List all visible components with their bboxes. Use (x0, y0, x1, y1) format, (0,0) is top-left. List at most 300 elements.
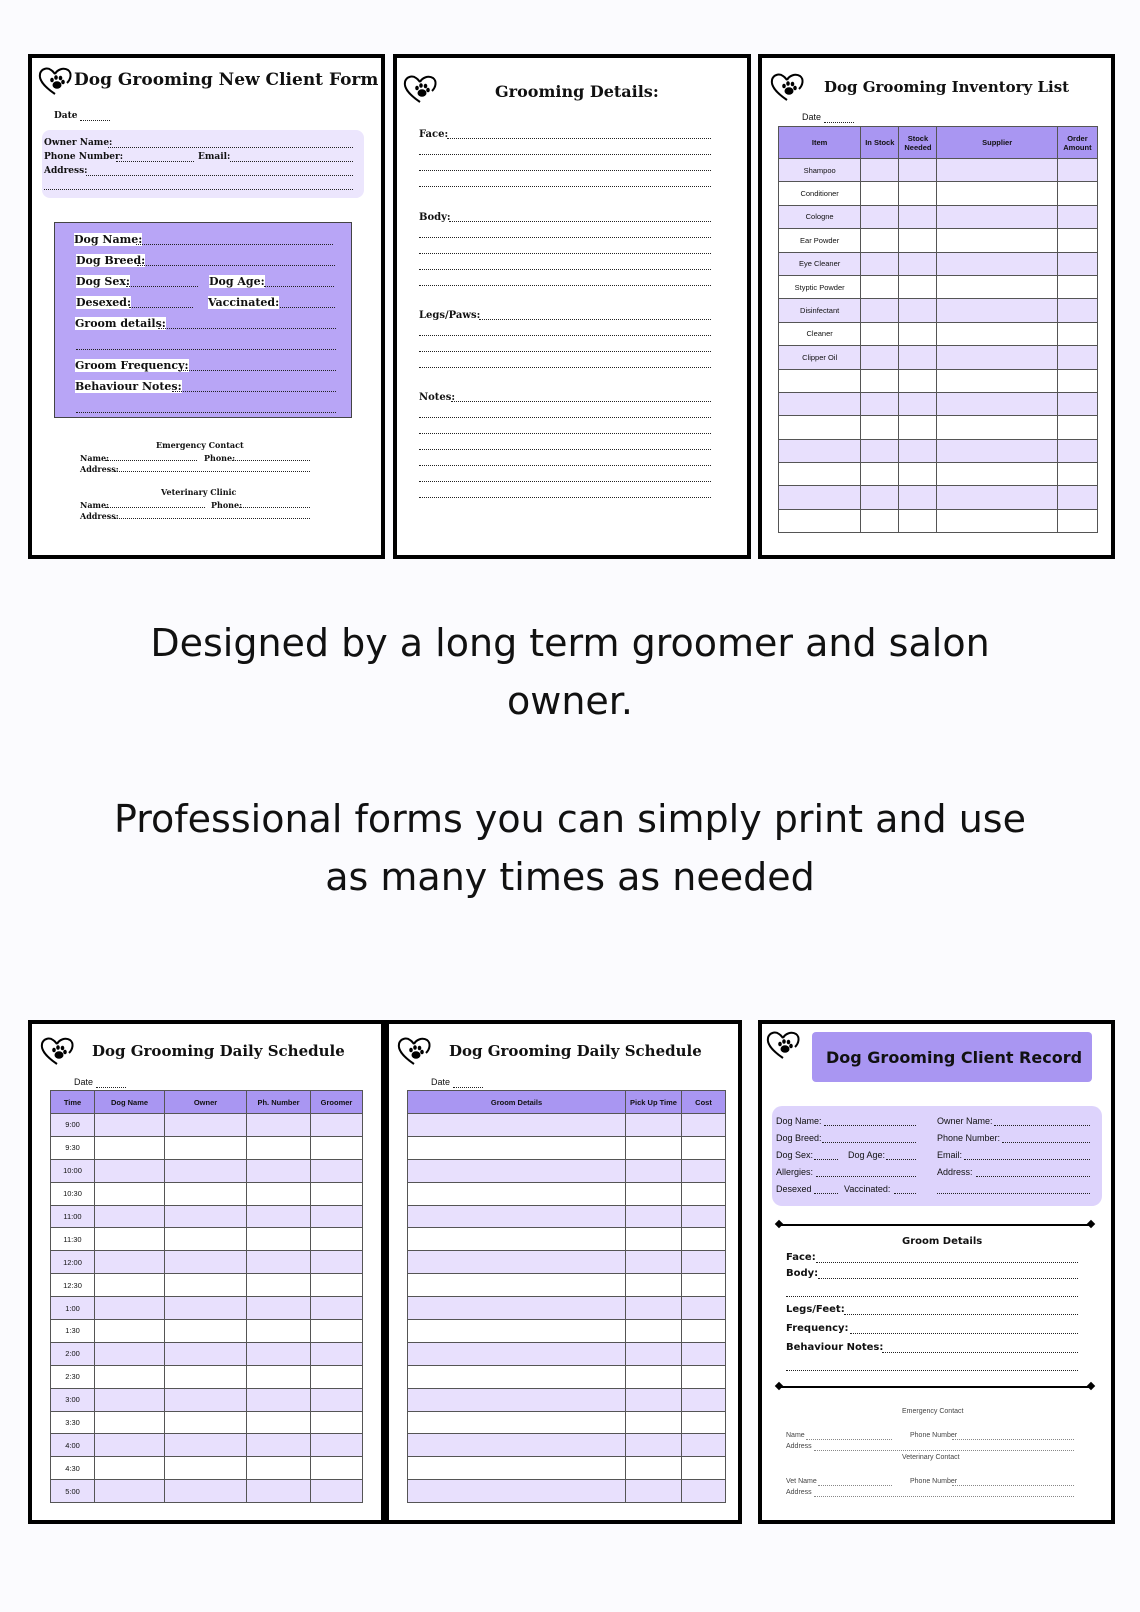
entry-cell[interactable] (937, 463, 1057, 486)
time-cell: 5:00 (51, 1480, 95, 1503)
table-row (408, 1114, 726, 1137)
page-title: Dog Grooming Inventory List (824, 78, 1070, 96)
entry-cell[interactable] (408, 1205, 626, 1228)
behaviour-notes-line-2 (786, 1370, 1078, 1371)
notes-label: Notes: (419, 392, 456, 403)
owner-name-label: Owner Name: (44, 138, 113, 148)
entry-cell[interactable] (165, 1411, 247, 1434)
table-row (779, 205, 1098, 228)
entry-cell[interactable] (311, 1342, 363, 1365)
time-cell: 9:30 (51, 1136, 95, 1159)
entry-cell[interactable] (408, 1159, 626, 1182)
entry-cell[interactable] (626, 1411, 682, 1434)
entry-cell[interactable] (861, 275, 899, 298)
entry-cell[interactable] (861, 439, 899, 462)
entry-cell[interactable] (626, 1297, 682, 1320)
entry-cell[interactable] (165, 1159, 247, 1182)
entry-cell[interactable] (247, 1114, 311, 1137)
date-label: Date (431, 1077, 451, 1087)
entry-cell[interactable] (682, 1228, 726, 1251)
entry-cell[interactable] (682, 1205, 726, 1228)
header-owner: Owner (165, 1091, 247, 1114)
table-row (408, 1342, 726, 1365)
entry-cell[interactable] (408, 1320, 626, 1343)
entry-cell[interactable] (861, 229, 899, 252)
tagline-line-4: as many times as needed (325, 855, 815, 899)
entry-cell[interactable] (626, 1114, 682, 1137)
header-ph-number: Ph. Number (247, 1091, 311, 1114)
entry-cell[interactable] (408, 1251, 626, 1274)
entry-cell[interactable] (937, 509, 1057, 532)
entry-cell[interactable] (861, 486, 899, 509)
tagline-line-2: owner. (506, 679, 633, 723)
entry-cell[interactable] (408, 1411, 626, 1434)
behaviour-notes-line (882, 1352, 1078, 1353)
page-title: Grooming Details: (495, 82, 659, 101)
entry-cell[interactable] (682, 1342, 726, 1365)
entry-cell[interactable] (1057, 229, 1097, 252)
groom-frequency-line (178, 370, 336, 371)
entry-cell[interactable] (626, 1182, 682, 1205)
groom-details-heading: Groom Details (902, 1236, 983, 1247)
entry-cell[interactable] (682, 1251, 726, 1274)
entry-cell[interactable] (165, 1365, 247, 1388)
entry-cell[interactable] (899, 182, 937, 205)
entry-cell[interactable] (95, 1320, 165, 1343)
table-row (51, 1320, 363, 1343)
entry-cell[interactable] (626, 1457, 682, 1480)
time-cell: 3:30 (51, 1411, 95, 1434)
entry-cell[interactable] (626, 1228, 682, 1251)
table-row (779, 392, 1098, 415)
entry-cell[interactable] (682, 1114, 726, 1137)
entry-cell[interactable] (937, 416, 1057, 439)
time-cell: 11:30 (51, 1228, 95, 1251)
entry-cell[interactable] (1057, 509, 1097, 532)
date-label: Date (802, 112, 822, 122)
emergency-phone-label: Phone: (204, 453, 236, 463)
entry-cell[interactable] (861, 463, 899, 486)
notes-line-4 (419, 449, 711, 450)
entry-cell[interactable] (899, 322, 937, 345)
item-cell (779, 509, 861, 532)
dog-breed-label: Dog Breed: (76, 254, 146, 267)
dog-sex-label: Dog Sex: (76, 275, 130, 288)
entry-cell[interactable] (408, 1342, 626, 1365)
entry-cell[interactable] (165, 1457, 247, 1480)
inventory-table (778, 126, 1098, 533)
entry-cell[interactable] (899, 463, 937, 486)
date-label: Date (74, 1077, 94, 1087)
entry-cell[interactable] (1057, 252, 1097, 275)
dog-breed-line (822, 1142, 916, 1143)
entry-cell[interactable] (247, 1365, 311, 1388)
heart-paw-icon (40, 1036, 74, 1066)
legs-paws-label: Legs/Paws: (419, 310, 481, 321)
entry-cell[interactable] (311, 1434, 363, 1457)
vet-contact-heading: Veterinary Contact (902, 1454, 960, 1461)
emergency-name-line (105, 460, 197, 461)
groom-details-label: Groom details: (75, 317, 166, 330)
entry-cell[interactable] (626, 1365, 682, 1388)
entry-cell[interactable] (682, 1411, 726, 1434)
entry-cell[interactable] (95, 1342, 165, 1365)
entry-cell[interactable] (165, 1182, 247, 1205)
entry-cell[interactable] (311, 1182, 363, 1205)
entry-cell[interactable] (1057, 486, 1097, 509)
entry-cell[interactable] (899, 252, 937, 275)
table-row (408, 1434, 726, 1457)
entry-cell[interactable] (1057, 205, 1097, 228)
entry-cell[interactable] (165, 1136, 247, 1159)
entry-cell[interactable] (408, 1228, 626, 1251)
entry-cell[interactable] (861, 252, 899, 275)
table-row (779, 439, 1098, 462)
entry-cell[interactable] (408, 1434, 626, 1457)
entry-cell[interactable] (247, 1159, 311, 1182)
face-line-3 (419, 170, 711, 171)
entry-cell[interactable] (165, 1297, 247, 1320)
page-title: Dog Grooming Daily Schedule (92, 1042, 345, 1060)
table-row (779, 416, 1098, 439)
body-line (449, 221, 711, 222)
entry-cell[interactable] (95, 1411, 165, 1434)
entry-cell[interactable] (626, 1274, 682, 1297)
entry-cell[interactable] (95, 1182, 165, 1205)
entry-cell[interactable] (626, 1205, 682, 1228)
entry-cell[interactable] (937, 275, 1057, 298)
header-cost: Cost (682, 1091, 726, 1114)
table-row (779, 322, 1098, 345)
entry-cell[interactable] (682, 1365, 726, 1388)
grooming-details-page (393, 54, 751, 559)
entry-cell[interactable] (682, 1434, 726, 1457)
behaviour-notes-label: Behaviour Notes: (786, 1342, 884, 1353)
entry-cell[interactable] (408, 1457, 626, 1480)
table-row (51, 1342, 363, 1365)
time-cell: 2:00 (51, 1342, 95, 1365)
entry-cell[interactable] (1057, 275, 1097, 298)
entry-cell[interactable] (247, 1182, 311, 1205)
item-cell: Disinfectant (779, 299, 861, 322)
entry-cell[interactable] (95, 1365, 165, 1388)
entry-cell[interactable] (1057, 182, 1097, 205)
entry-cell[interactable] (861, 369, 899, 392)
entry-cell[interactable] (937, 229, 1057, 252)
entry-cell[interactable] (247, 1136, 311, 1159)
client-record-page (758, 1020, 1115, 1524)
entry-cell[interactable] (311, 1320, 363, 1343)
table-row (51, 1480, 363, 1503)
entry-cell[interactable] (682, 1159, 726, 1182)
entry-cell[interactable] (937, 322, 1057, 345)
time-cell: 12:30 (51, 1274, 95, 1297)
entry-cell[interactable] (311, 1251, 363, 1274)
table-row (779, 229, 1098, 252)
item-cell (779, 392, 861, 415)
entry-cell[interactable] (626, 1342, 682, 1365)
entry-cell[interactable] (861, 159, 899, 182)
entry-cell[interactable] (311, 1457, 363, 1480)
legs-line-4 (419, 367, 711, 368)
entry-cell[interactable] (165, 1228, 247, 1251)
entry-cell[interactable] (1057, 439, 1097, 462)
entry-cell[interactable] (899, 275, 937, 298)
entry-cell[interactable] (247, 1205, 311, 1228)
entry-cell[interactable] (626, 1480, 682, 1503)
entry-cell[interactable] (861, 392, 899, 415)
header-time: Time (51, 1091, 95, 1114)
entry-cell[interactable] (682, 1182, 726, 1205)
frequency-label: Frequency: (786, 1323, 849, 1334)
entry-cell[interactable] (95, 1205, 165, 1228)
item-cell (779, 369, 861, 392)
table-row (408, 1411, 726, 1434)
body-line-4 (419, 269, 711, 270)
entry-cell[interactable] (861, 346, 899, 369)
entry-cell[interactable] (899, 509, 937, 532)
entry-cell[interactable] (937, 252, 1057, 275)
entry-cell[interactable] (247, 1411, 311, 1434)
entry-cell[interactable] (247, 1228, 311, 1251)
table-row (779, 252, 1098, 275)
email-line (964, 1159, 1090, 1160)
entry-cell[interactable] (626, 1136, 682, 1159)
entry-cell[interactable] (899, 159, 937, 182)
item-cell (779, 463, 861, 486)
date-line (80, 120, 110, 121)
vaccinated-line (894, 1193, 916, 1194)
entry-cell[interactable] (95, 1136, 165, 1159)
entry-cell[interactable] (95, 1274, 165, 1297)
legs-line-2 (419, 335, 711, 336)
entry-cell[interactable] (165, 1434, 247, 1457)
emergency-address-line (814, 1450, 1074, 1451)
entry-cell[interactable] (408, 1114, 626, 1137)
entry-cell[interactable] (937, 299, 1057, 322)
entry-cell[interactable] (899, 369, 937, 392)
entry-cell[interactable] (937, 182, 1057, 205)
dog-name-label: Dog Name: (74, 233, 143, 246)
entry-cell[interactable] (165, 1342, 247, 1365)
entry-cell[interactable] (937, 205, 1057, 228)
legs-line-3 (419, 351, 711, 352)
time-cell: 10:00 (51, 1159, 95, 1182)
table-row (51, 1274, 363, 1297)
time-cell: 3:00 (51, 1388, 95, 1411)
entry-cell[interactable] (95, 1228, 165, 1251)
entry-cell[interactable] (1057, 463, 1097, 486)
emergency-address-line (114, 471, 310, 472)
divider (780, 1386, 1090, 1388)
entry-cell[interactable] (95, 1159, 165, 1182)
entry-cell[interactable] (682, 1297, 726, 1320)
table-row (51, 1228, 363, 1251)
entry-cell[interactable] (1057, 299, 1097, 322)
entry-cell[interactable] (861, 299, 899, 322)
entry-cell[interactable] (311, 1297, 363, 1320)
entry-cell[interactable] (311, 1411, 363, 1434)
entry-cell[interactable] (247, 1251, 311, 1274)
header-order-amount: Order Amount (1057, 127, 1097, 159)
entry-cell[interactable] (682, 1320, 726, 1343)
item-cell: Clipper Oil (779, 346, 861, 369)
entry-cell[interactable] (247, 1274, 311, 1297)
entry-cell[interactable] (626, 1251, 682, 1274)
groom-frequency-label: Groom Frequency: (75, 359, 189, 372)
table-row (51, 1251, 363, 1274)
entry-cell[interactable] (95, 1388, 165, 1411)
entry-cell[interactable] (1057, 392, 1097, 415)
new-client-form-page (28, 54, 385, 559)
entry-cell[interactable] (682, 1136, 726, 1159)
entry-cell[interactable] (937, 439, 1057, 462)
entry-cell[interactable] (899, 392, 937, 415)
entry-cell[interactable] (165, 1320, 247, 1343)
entry-cell[interactable] (408, 1136, 626, 1159)
time-cell: 9:00 (51, 1114, 95, 1137)
divider-end (1087, 1220, 1095, 1228)
frequency-line (850, 1333, 1078, 1334)
body-line-2 (786, 1296, 1078, 1297)
entry-cell[interactable] (247, 1342, 311, 1365)
entry-cell[interactable] (899, 299, 937, 322)
table-row (51, 1136, 363, 1159)
entry-cell[interactable] (311, 1274, 363, 1297)
entry-cell[interactable] (408, 1274, 626, 1297)
entry-cell[interactable] (311, 1136, 363, 1159)
entry-cell[interactable] (95, 1457, 165, 1480)
entry-cell[interactable] (95, 1480, 165, 1503)
dog-age-line (264, 286, 334, 287)
entry-cell[interactable] (95, 1297, 165, 1320)
dog-sex-line (814, 1159, 838, 1160)
entry-cell[interactable] (311, 1388, 363, 1411)
divider (780, 1224, 1090, 1226)
table-row (779, 275, 1098, 298)
entry-cell[interactable] (95, 1434, 165, 1457)
entry-cell[interactable] (311, 1228, 363, 1251)
body-line-5 (419, 285, 711, 286)
entry-cell[interactable] (408, 1365, 626, 1388)
entry-cell[interactable] (1057, 416, 1097, 439)
item-cell: Cologne (779, 205, 861, 228)
entry-cell[interactable] (311, 1365, 363, 1388)
entry-cell[interactable] (899, 486, 937, 509)
header-groomer: Groomer (311, 1091, 363, 1114)
emergency-address-label: Address (786, 1443, 812, 1450)
entry-cell[interactable] (626, 1320, 682, 1343)
time-cell: 1:30 (51, 1320, 95, 1343)
entry-cell[interactable] (899, 229, 937, 252)
entry-cell[interactable] (626, 1434, 682, 1457)
table-row (51, 1388, 363, 1411)
address-line (976, 1176, 1090, 1177)
entry-cell[interactable] (626, 1159, 682, 1182)
entry-cell[interactable] (165, 1114, 247, 1137)
address-label: Address: (44, 166, 88, 176)
heart-paw-icon (403, 74, 437, 104)
entry-cell[interactable] (626, 1388, 682, 1411)
entry-cell[interactable] (247, 1297, 311, 1320)
owner-name-line (994, 1125, 1090, 1126)
entry-cell[interactable] (247, 1480, 311, 1503)
email-label: Email: (937, 1150, 963, 1160)
entry-cell[interactable] (899, 439, 937, 462)
entry-cell[interactable] (682, 1274, 726, 1297)
entry-cell[interactable] (311, 1205, 363, 1228)
item-cell: Styptic Powder (779, 275, 861, 298)
entry-cell[interactable] (408, 1182, 626, 1205)
entry-cell[interactable] (165, 1251, 247, 1274)
entry-cell[interactable] (682, 1480, 726, 1503)
face-line (447, 138, 711, 139)
email-line (230, 161, 353, 162)
entry-cell[interactable] (408, 1480, 626, 1503)
entry-cell[interactable] (408, 1388, 626, 1411)
entry-cell[interactable] (899, 205, 937, 228)
entry-cell[interactable] (1057, 369, 1097, 392)
entry-cell[interactable] (937, 392, 1057, 415)
entry-cell[interactable] (247, 1434, 311, 1457)
notes-line-7 (419, 497, 711, 498)
entry-cell[interactable] (899, 416, 937, 439)
divider-end (775, 1220, 783, 1228)
entry-cell[interactable] (861, 416, 899, 439)
entry-cell[interactable] (408, 1297, 626, 1320)
entry-cell[interactable] (861, 322, 899, 345)
entry-cell[interactable] (937, 159, 1057, 182)
entry-cell[interactable] (165, 1274, 247, 1297)
legs-line (479, 319, 711, 320)
entry-cell[interactable] (861, 509, 899, 532)
entry-cell[interactable] (1057, 322, 1097, 345)
emergency-contact-heading: Emergency Contact (156, 440, 244, 450)
entry-cell[interactable] (95, 1114, 165, 1137)
emergency-phone-label: Phone Number (910, 1432, 958, 1439)
entry-cell[interactable] (682, 1388, 726, 1411)
vaccinated-label: Vaccinated: (208, 296, 280, 309)
entry-cell[interactable] (165, 1480, 247, 1503)
entry-cell[interactable] (247, 1320, 311, 1343)
emergency-phone-line (232, 460, 310, 461)
entry-cell[interactable] (1057, 346, 1097, 369)
entry-cell[interactable] (247, 1457, 311, 1480)
entry-cell[interactable] (861, 182, 899, 205)
entry-cell[interactable] (311, 1114, 363, 1137)
entry-cell[interactable] (247, 1388, 311, 1411)
groom-details-line (158, 328, 336, 329)
entry-cell[interactable] (899, 346, 937, 369)
entry-cell[interactable] (165, 1205, 247, 1228)
table-row (408, 1136, 726, 1159)
emergency-address-label: Address: (80, 464, 119, 474)
face-label: Face: (786, 1252, 816, 1263)
desexed-line (814, 1193, 838, 1194)
entry-cell[interactable] (937, 486, 1057, 509)
entry-cell[interactable] (861, 205, 899, 228)
entry-cell[interactable] (165, 1388, 247, 1411)
entry-cell[interactable] (937, 369, 1057, 392)
entry-cell[interactable] (95, 1251, 165, 1274)
entry-cell[interactable] (937, 346, 1057, 369)
schedule-details-table (407, 1090, 726, 1503)
entry-cell[interactable] (682, 1457, 726, 1480)
entry-cell[interactable] (1057, 159, 1097, 182)
notes-line-3 (419, 433, 711, 434)
entry-cell[interactable] (311, 1159, 363, 1182)
entry-cell[interactable] (311, 1480, 363, 1503)
